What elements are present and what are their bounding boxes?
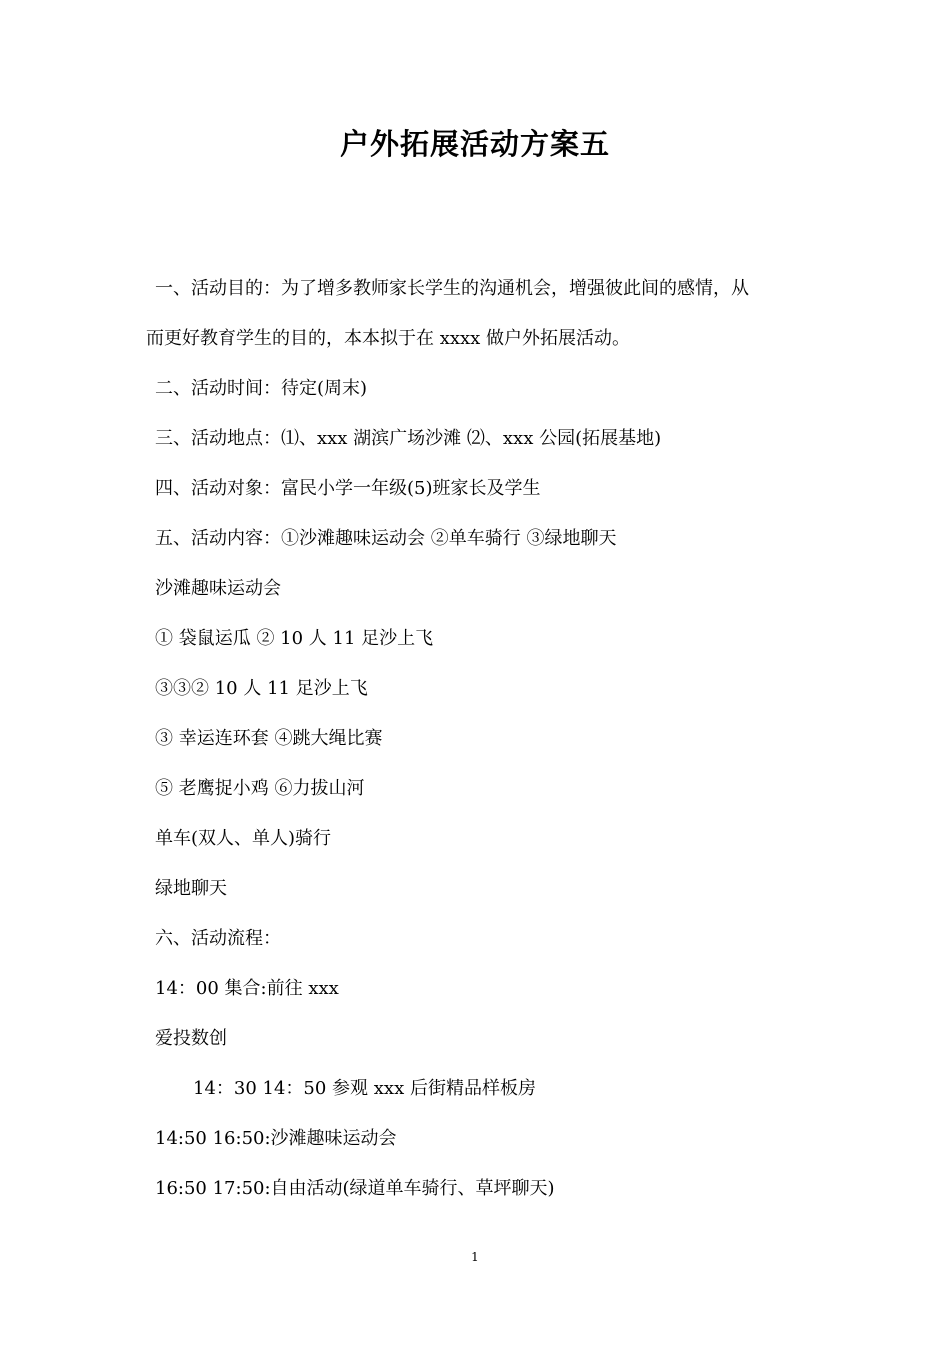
paragraph-time: 二、活动时间：待定(周末) — [155, 378, 368, 399]
paragraph-participants: 四、活动对象：富民小学一年级(5)班家长及学生 — [155, 478, 541, 499]
schedule-item: 14：30 14：50 参观 xxx 后街精品样板房 — [193, 1078, 536, 1099]
schedule-note: 爱投数创 — [155, 1028, 227, 1049]
list-item: ⑤ 老鹰捉小鸡 ⑥力拔山河 — [155, 778, 365, 799]
list-item: ③ 幸运连环套 ④跳大绳比赛 — [155, 728, 383, 749]
subheading-beach-games: 沙滩趣味运动会 — [155, 578, 281, 599]
paragraph-schedule-heading: 六、活动流程： — [155, 928, 281, 949]
schedule-item: 14:50 16:50:沙滩趣味运动会 — [155, 1128, 397, 1149]
list-item: ③③② 10 人 11 足沙上飞 — [155, 678, 368, 699]
schedule-item: 14：00 集合:前往 xxx — [155, 978, 339, 999]
page-number: 1 — [471, 1250, 479, 1264]
paragraph-content: 五、活动内容：①沙滩趣味运动会 ②单车骑行 ③绿地聊天 — [155, 528, 617, 549]
subheading-cycling: 单车(双人、单人)骑行 — [155, 828, 332, 849]
list-item: ① 袋鼠运瓜 ② 10 人 11 足沙上飞 — [155, 628, 434, 649]
paragraph-purpose-continued: 而更好教育学生的目的，本本拟于在 xxxx 做户外拓展活动。 — [146, 328, 631, 349]
subheading-lawn-chat: 绿地聊天 — [155, 878, 227, 899]
page-title: 户外拓展活动方案五 — [339, 127, 610, 161]
paragraph-purpose: 一、活动目的：为了增多教师家长学生的沟通机会，增强彼此间的感情，从 — [155, 278, 749, 299]
paragraph-location: 三、活动地点：⑴、xxx 湖滨广场沙滩 ⑵、xxx 公园(拓展基地) — [155, 428, 662, 449]
schedule-item: 16:50 17:50:自由活动(绿道单车骑行、草坪聊天) — [155, 1178, 555, 1199]
